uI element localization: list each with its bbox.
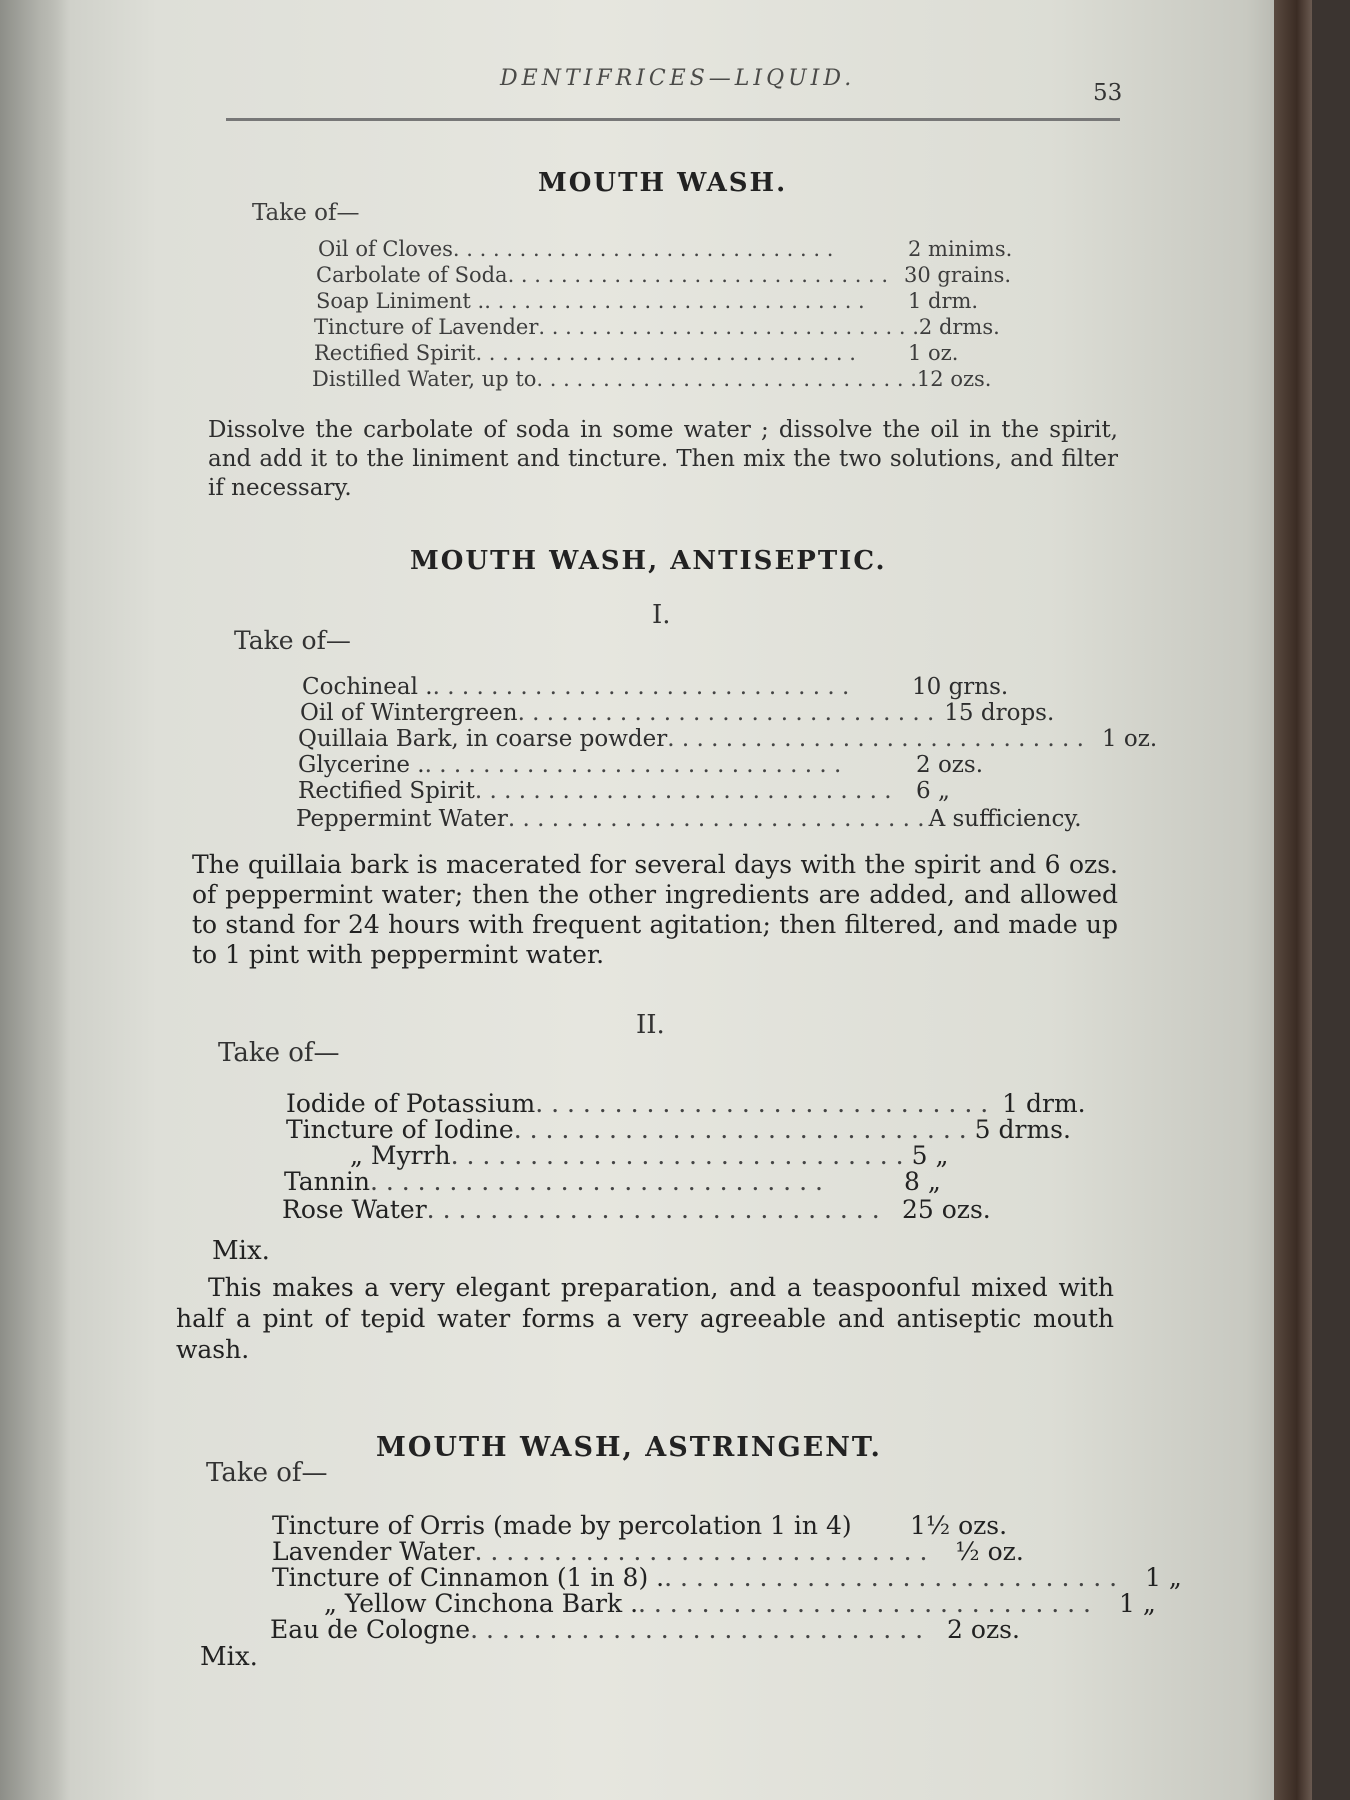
leader-dots: . . . . . . . . . . . . . . . . . . . . . . . . . . . . . — [536, 367, 917, 391]
ingredient-name: Peppermint Water — [296, 806, 508, 832]
ingredient-row — [314, 340, 1038, 366]
ingredient-quantity: 2 ozs. — [916, 752, 984, 778]
mix-instruction: Mix. — [200, 1642, 258, 1672]
ingredient-quantity: 1 „ — [1118, 1589, 1156, 1618]
ingredient-row — [302, 674, 1082, 700]
ingredient-row — [316, 288, 1038, 314]
leader-dots: . . . . . . . . . . . . . . . . . . . . . . . . . . . . . — [470, 1615, 924, 1644]
leader-dots: . . . . . . . . . . . . . . . . . . . . . . . . . . . . . — [535, 1089, 989, 1118]
ingredient-quantity: 1 drm. — [908, 289, 979, 313]
ingredient-row — [272, 1511, 1008, 1540]
ingredient-name: Soap Liniment . — [316, 289, 485, 313]
ingredient-row — [300, 700, 1082, 726]
ingredient-name: Cochineal . — [302, 674, 433, 700]
ingredient-row — [284, 1168, 1016, 1196]
ingredient-quantity: A sufficiency. — [928, 806, 1082, 832]
ingredient-row — [282, 1196, 1016, 1224]
ingredient-name: Rectified Spirit — [314, 341, 476, 365]
ingredient-quantity: 5 „ — [911, 1141, 949, 1170]
directions-paragraph: This makes a very elegant preparation, and a teaspoonful mixed with half a pint of tepid water forms a very agreeable and antiseptic mouth wash. — [176, 1273, 1114, 1364]
ingredient-name: Tincture of Orris (made by percolation 1 in 4) — [272, 1511, 852, 1540]
ingredient-name: Rectified Spirit — [298, 778, 475, 804]
ingredient-name: Carbolate of Soda — [316, 263, 508, 287]
ingredient-row — [270, 1615, 1020, 1644]
take-of-label: Take of— — [206, 1458, 328, 1488]
ingredient-quantity: 1 oz. — [908, 341, 959, 365]
section-title-astringent: MOUTH WASH, ASTRINGENT. — [376, 1432, 882, 1463]
leader-dots: . . . . . . . . . . . . . . . . . . . . . . . . . . . . . — [484, 289, 865, 313]
ingredient-quantity: 1 oz. — [1101, 726, 1158, 752]
ingredient-name: Rose Water — [282, 1195, 427, 1224]
ingredient-row — [286, 1089, 1086, 1118]
ingredient-name: Distilled Water, up to — [312, 367, 537, 391]
leader-dots: . . . . . . . . . . . . . . . . . . . . . . . . . . . . . — [474, 778, 892, 804]
ingredient-quantity: 2 minims. — [908, 237, 1013, 261]
leader-dots: . . . . . . . . . . . . . . . . . . . . . . . . . . . . . — [507, 263, 889, 287]
leader-dots: . . . . . . . . . . . . . . . . . . . . . . . . . . . . . — [667, 726, 1084, 752]
take-of-label: Take of— — [252, 200, 360, 226]
ingredient-quantity: 30 grains. — [904, 263, 1012, 287]
ingredient-quantity: 2 drms. — [918, 315, 1000, 339]
directions-paragraph: The quillaia bark is macerated for several days with the spirit and 6 ozs. of peppermint water; then the other ingredients are added, and allowed to stand for 24 hours with frequent agitation; then filtered, and made up to 1 pint with peppermint water. — [192, 850, 1118, 969]
ingredient-row — [298, 726, 1158, 752]
ingredient-name: Tannin — [284, 1167, 370, 1196]
mix-instruction: Mix. — [212, 1236, 270, 1266]
book-edge — [1274, 0, 1312, 1800]
ingredient-name: „ Myrrh — [350, 1141, 451, 1170]
leader-dots: . . . . . . . . . . . . . . . . . . . . . . . . . . . . . — [424, 752, 842, 778]
ingredient-quantity: ½ oz. — [955, 1537, 1024, 1566]
ingredient-name: Glycerine . — [298, 752, 425, 778]
leader-dots: . . . . . . . . . . . . . . . . . . . . . . . . . . . . . — [452, 237, 834, 261]
ingredient-row — [316, 262, 1038, 288]
ingredient-quantity: 25 ozs. — [902, 1195, 991, 1224]
leader-dots: . . . . . . . . . . . . . . . . . . . . . . . . . . . . . — [517, 700, 935, 726]
ingredient-name: Tincture of Lavender — [314, 315, 539, 339]
take-of-label: Take of— — [218, 1038, 340, 1068]
ingredient-quantity: 8 „ — [904, 1167, 941, 1196]
ingredient-row — [312, 366, 1038, 392]
ingredient-name: Oil of Cloves — [318, 237, 453, 261]
ingredient-row — [296, 806, 1082, 832]
ingredient-quantity: 1 „ — [1145, 1563, 1182, 1592]
take-of-label: Take of— — [234, 626, 351, 655]
leader-dots: . . . . . . . . . . . . . . . . . . . . . . . . . . . . . — [638, 1589, 1091, 1618]
ingredient-name: Quillaia Bark, in coarse powder — [298, 726, 668, 752]
part-numeral-two: II. — [636, 1010, 665, 1040]
ingredient-name: Lavender Water — [272, 1537, 475, 1566]
leader-dots: . . . . . . . . . . . . . . . . . . . . . . . . . . . . . — [538, 315, 919, 339]
section-title-antiseptic: MOUTH WASH, ANTISEPTIC. — [410, 546, 887, 576]
leader-dots: . . . . . . . . . . . . . . . . . . . . . . . . . . . . . — [450, 1141, 904, 1170]
ingredient-quantity: 5 drms. — [974, 1115, 1071, 1144]
ingredient-name: Eau de Cologne — [270, 1615, 471, 1644]
ingredient-row — [350, 1142, 1016, 1170]
ingredient-quantity: 15 drops. — [944, 700, 1055, 726]
ingredient-row — [314, 314, 1038, 340]
ingredient-quantity: 1½ ozs. — [910, 1511, 1008, 1540]
ingredient-quantity: 1 drm. — [1002, 1089, 1086, 1118]
leader-dots: . . . . . . . . . . . . . . . . . . . . . . . . . . . . . — [664, 1563, 1118, 1592]
ingredient-quantity: 10 grns. — [912, 674, 1009, 700]
header-rule — [226, 118, 1120, 121]
ingredient-row — [286, 1115, 1071, 1144]
leader-dots: . . . . . . . . . . . . . . . . . . . . . . . . . . . . . — [432, 674, 850, 700]
leader-dots: . . . . . . . . . . . . . . . . . . . . . . . . . . . . . — [474, 1537, 928, 1566]
section-title-mouth-wash: MOUTH WASH. — [538, 168, 788, 198]
ingredient-quantity: 6 „ — [916, 778, 950, 804]
ingredient-row — [272, 1537, 1024, 1566]
ingredient-name: Iodide of Potassium — [286, 1089, 536, 1118]
part-numeral-one: I. — [652, 600, 671, 630]
page-spine-shadow — [0, 0, 70, 1800]
ingredient-name: Oil of Wintergreen — [300, 700, 518, 726]
ingredient-row — [298, 778, 1082, 804]
ingredient-name: Tincture of Iodine — [286, 1115, 514, 1144]
running-head: DENTIFRICES—LIQUID. — [500, 66, 856, 91]
leader-dots: . . . . . . . . . . . . . . . . . . . . . . . . . . . . . — [426, 1195, 880, 1224]
ingredient-name: „ Yellow Cinchona Bark . — [324, 1589, 639, 1618]
page-number: 53 — [1093, 80, 1123, 106]
leader-dots: . . . . . . . . . . . . . . . . . . . . . . . . . . . . . — [369, 1167, 823, 1196]
ingredient-row — [324, 1589, 1156, 1618]
leader-dots: . . . . . . . . . . . . . . . . . . . . . . . . . . . . . — [475, 341, 856, 365]
ingredient-row — [318, 236, 1038, 262]
ingredient-quantity: 2 ozs. — [947, 1615, 1020, 1644]
directions-paragraph: Dissolve the carbolate of soda in some water ; dissolve the oil in the spirit, and add it to the liniment and tincture. Then mix the two solutions, and filter if necessary. — [208, 417, 1118, 501]
ingredient-quantity: 12 ozs. — [916, 367, 992, 391]
ingredient-name: Tincture of Cinnamon (1 in 8) . — [272, 1563, 665, 1592]
ingredient-row — [272, 1563, 1182, 1592]
ingredient-row — [298, 752, 1082, 778]
leader-dots: . . . . . . . . . . . . . . . . . . . . . . . . . . . . . — [513, 1115, 967, 1144]
leader-dots: . . . . . . . . . . . . . . . . . . . . . . . . . . . . . — [507, 806, 925, 832]
